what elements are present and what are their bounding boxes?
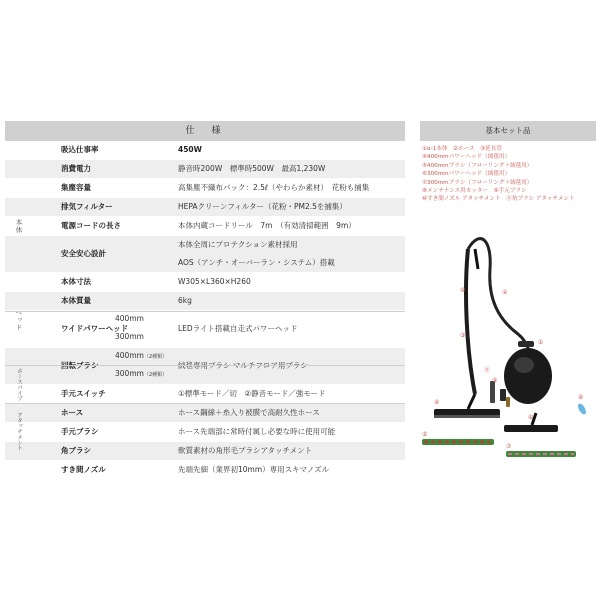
row-value: ホース鋼線＋糸入り被膜で高耐久性ホース [178,408,320,417]
table-row [5,179,405,198]
row-value: AOS（アンチ・オーバーラン・システム）搭載 [178,258,335,267]
list-item: ④400mmパワーヘッド（絨毯用） [422,154,511,161]
row-value: 6kg [178,296,192,305]
table-row [5,160,405,179]
row-sub: 300mm（2種類） [115,369,168,378]
row-label: 安全安心設計 [61,249,106,258]
group-label-attachment: アタッチメント [16,412,22,451]
badge-label: ⑦ [506,443,512,450]
row-sub: 300mm [115,332,144,341]
row-value: 軟質素材の角形毛ブラシアタッチメント [178,446,313,455]
table-row [5,311,405,348]
group-divider [5,365,405,366]
spec-header: 仕 様 [5,121,405,141]
row-value: 本体内蔵コードリール 7m （有効清掃範囲 9m） [178,221,356,230]
row-label: ワイドパワーヘッド [61,324,129,333]
group-label-hose-pipe: ホースパイプ [16,367,22,401]
row-sub: 400mm（2種類） [115,351,168,360]
table-row [5,273,405,292]
badge-label: ② [502,289,508,296]
list-item: ⑧メンテナンス用カッター ⑨手元ブラシ [422,188,527,195]
table-row [5,217,405,236]
row-label: 電源コードの長さ [61,221,121,230]
row-label: 角ブラシ [61,446,91,455]
row-value: W305×L360×H260 [178,277,251,286]
basic-set-panel [420,121,596,450]
row-value: 静音時200W 標準時500W 最高1,230W [178,164,326,173]
table-row [5,442,405,461]
group-divider [5,311,405,312]
row-label: 吸込仕事率 [61,145,99,154]
list-item: ⑦300mmブラシ（フローリング＋絨毯用） [422,179,533,186]
badge-label: ⑩ [460,287,466,294]
row-label: 消費電力 [61,164,91,173]
row-value: 先端先細（業界初10mm）専用スキマノズル [178,465,330,474]
table-row [5,141,405,160]
spec-table [5,121,405,480]
row-value: ①標準モード／切 ②静音モード／強モード [178,389,326,398]
table-row [5,404,405,423]
badge-label: ⑨ [492,377,498,384]
list-item: ⑥300mmパワーヘッド（絨毯用） [422,171,511,178]
row-label: ホース [61,408,84,417]
list-item: ⑤400mmブラシ（フローリング＋絨毯用） [422,162,533,169]
row-label: 集塵容量 [61,183,91,192]
list-item: ⑩すき間ノズル アタッチメント ⑪角ブラシ アタッチメント [422,196,575,203]
vacuum-product-photo [420,229,596,459]
row-value: 高集塵不織布パック：2.5ℓ（やわらか素材） 花粉も捕集 [178,183,370,192]
table-row [5,461,405,480]
row-label: 本体寸法 [61,277,91,286]
table-row [5,348,405,385]
row-value: LEDライト搭載自走式パワーヘッド [178,324,298,333]
row-value: ホース先端部に常時付属し必要な時に使用可能 [178,427,336,436]
row-label: 回転ブラシ [61,361,99,370]
row-value: HEPAクリーンフィルター（花粉・PM2.5を捕集） [178,202,347,211]
group-label-head: ヘッド [14,308,23,332]
table-row [5,423,405,442]
badge-label: ③ [460,332,466,339]
group-label-body: 本体 [14,218,23,234]
table-row [5,236,405,273]
row-label: すき間ノズル [61,465,106,474]
row-label: 手元ブラシ [61,427,99,436]
row-value: 450W [178,145,202,154]
row-value: 絨毯専用ブラシ マルチフロア用ブラシ [178,361,308,370]
row-value: 本体全周にプロテクション素材採用 [178,240,298,249]
badge-label: ① [538,339,544,346]
kit-header: 基本セット品 [420,121,596,141]
table-row [5,292,405,311]
list-item: ①α-1本体 ②ホース ③延長管 [422,146,502,152]
row-sub: 400mm [115,314,144,323]
kit-list [420,145,596,204]
row-label: 本体質量 [61,296,91,305]
badge-label: ⑥ [528,414,534,421]
row-label: 排気フィルター [61,202,113,211]
row-label: 手元スイッチ [61,389,106,398]
badge-label: ⑤ [422,431,428,438]
badge-label: ⑪ [484,367,491,374]
table-row [5,385,405,404]
table-row [5,198,405,217]
badge-label: ④ [434,399,440,406]
group-divider [5,403,405,404]
badge-label: ⑧ [578,394,584,401]
